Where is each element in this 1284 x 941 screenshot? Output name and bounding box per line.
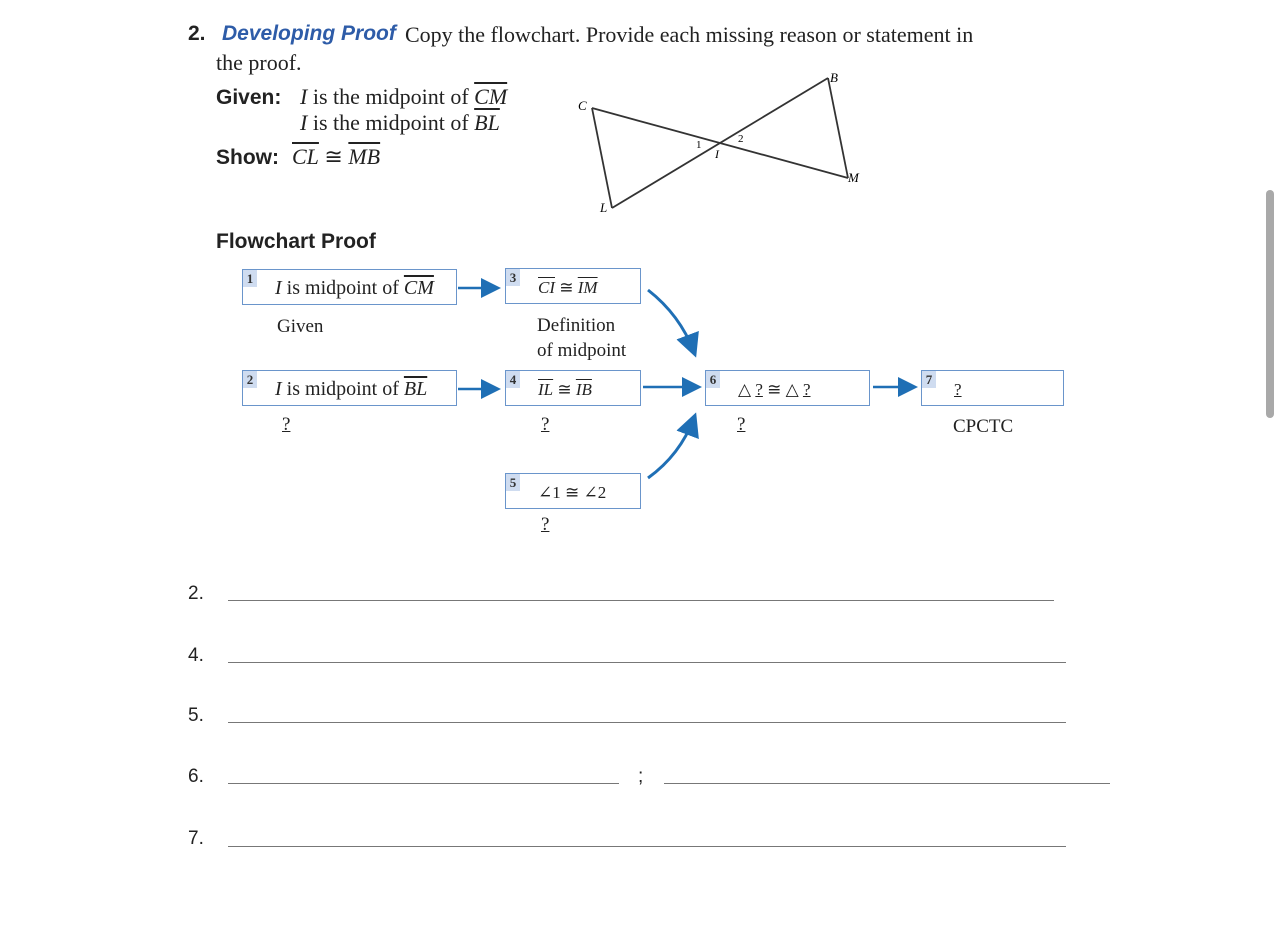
flow-box-3-number: 3: [506, 269, 520, 286]
arrow-3-to-6: [648, 290, 694, 352]
instructions-line-1: Copy the flowchart. Provide each missing reason or statement in: [405, 22, 974, 47]
given-1-segment: $\overline{CM}$: [474, 84, 508, 109]
answer-line-6b[interactable]: [664, 783, 1110, 784]
given-2-point: I: [300, 110, 308, 135]
flow-box-1-reason: Given: [277, 316, 324, 337]
flow-box-6-blank-b: ?: [802, 380, 811, 399]
flow-box-3-statement: [538, 278, 598, 298]
instructions-line-2: the proof.: [216, 50, 302, 75]
show-seg-right: $\overline{MB}$: [348, 144, 381, 169]
flow-box-6-triangle-b: △: [785, 380, 799, 399]
angle-label-1: 1: [696, 139, 702, 151]
scrollbar-thumb[interactable]: [1266, 190, 1274, 418]
problem-title: Developing Proof: [222, 22, 396, 45]
flow-box-1: [242, 269, 457, 305]
show-seg-left: $\overline{CL}$: [292, 144, 319, 169]
answer-line-7[interactable]: [228, 846, 1066, 847]
flow-box-1-statement: [275, 277, 434, 300]
answer-line-5[interactable]: [228, 722, 1066, 723]
show-label: Show:: [216, 146, 279, 169]
flow-box-2-number: 2: [243, 371, 257, 388]
given-2-segment: $\overline{BL}$: [474, 110, 500, 135]
flow-box-4-congruent: ≅: [557, 380, 572, 399]
arrow-5-to-6: [648, 418, 694, 478]
point-label-m: M: [848, 170, 859, 185]
flow-box-5: [505, 473, 641, 509]
flow-box-7: [921, 370, 1064, 406]
flow-box-6-triangle-a: △: [738, 380, 752, 399]
flow-box-6-reason: ?: [737, 414, 746, 435]
flowchart-heading: Flowchart Proof: [216, 230, 376, 253]
show-congruent: ≅: [324, 144, 343, 169]
flow-box-5-angle-b: ∠2: [583, 483, 607, 502]
flow-box-2-reason: ?: [282, 414, 291, 435]
flow-box-7-number: 7: [922, 371, 936, 388]
flow-box-6: [705, 370, 870, 406]
problem-number: 2.: [188, 22, 206, 45]
answer-label-7: 7.: [188, 828, 204, 849]
point-label-b: B: [830, 70, 838, 85]
answer-line-2[interactable]: [228, 600, 1054, 601]
flow-box-6-statement: [738, 380, 811, 400]
flow-box-4-statement: [538, 380, 592, 400]
flow-box-1-text: is midpoint of: [286, 277, 399, 299]
flow-box-3-seg-a: $\overline{CI}$: [538, 278, 555, 297]
given-2-text: is the midpoint of: [312, 110, 469, 135]
flow-box-1-number: 1: [243, 270, 257, 287]
point-label-c: C: [578, 98, 587, 113]
flow-box-5-congruent: ≅: [565, 483, 580, 502]
point-label-l: L: [600, 200, 608, 215]
flow-box-2-point: I: [275, 378, 282, 400]
flow-box-6-blank-a: ?: [755, 380, 763, 399]
angle-label-2: 2: [738, 133, 744, 145]
flow-box-2-segment: $\overline{BL}$: [403, 378, 428, 400]
flow-box-7-blank: ?: [954, 380, 962, 399]
flow-box-2-text: is midpoint of: [286, 378, 399, 400]
flow-box-5-angle-a: ∠1: [538, 483, 561, 502]
given-label: Given:: [216, 86, 282, 109]
flow-box-5-reason: ?: [541, 514, 550, 535]
flow-box-2: [242, 370, 457, 406]
point-label-i: I: [715, 147, 719, 161]
flow-box-6-congruent: ≅: [767, 380, 782, 399]
answer-6-separator: ;: [638, 766, 644, 787]
flow-box-3: [505, 268, 641, 304]
flow-box-4-seg-b: $\overline{IB}$: [575, 380, 592, 399]
flow-box-4-seg-a: $\overline{IL}$: [538, 380, 554, 399]
flow-box-3-reason-line-1: Definition: [537, 315, 616, 336]
flow-box-5-statement: [538, 483, 606, 503]
flow-box-1-segment: $\overline{CM}$: [403, 277, 434, 299]
flow-box-1-point: I: [275, 277, 282, 299]
given-1-text: is the midpoint of: [312, 84, 469, 109]
answer-label-2: 2.: [188, 583, 204, 604]
flow-box-7-reason: CPCTC: [953, 416, 1014, 437]
flow-box-3-reason-line-2: of midpoint: [537, 340, 627, 361]
answer-line-4[interactable]: [228, 662, 1066, 663]
answer-label-4: 4.: [188, 645, 204, 666]
answer-line-6a[interactable]: [228, 783, 619, 784]
flow-box-3-congruent: ≅: [559, 278, 574, 297]
flow-box-5-number: 5: [506, 474, 520, 491]
answer-label-5: 5.: [188, 705, 204, 726]
flow-box-3-seg-b: $\overline{IM}$: [577, 278, 598, 297]
flow-box-7-statement: [954, 380, 962, 400]
flow-box-6-number: 6: [706, 371, 720, 388]
answer-label-6: 6.: [188, 766, 204, 787]
given-1-point: I: [300, 84, 308, 109]
flow-box-4-reason: ?: [541, 414, 550, 435]
flow-box-4-number: 4: [506, 371, 520, 388]
flow-box-2-statement: [275, 378, 427, 401]
flow-box-4: [505, 370, 641, 406]
